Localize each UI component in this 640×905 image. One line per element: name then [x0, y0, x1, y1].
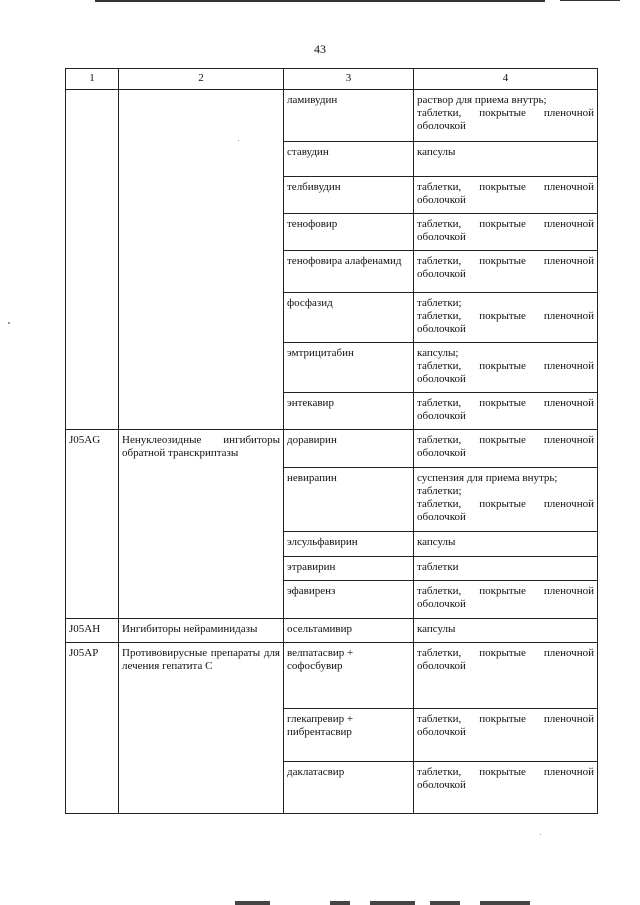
atc-code-cell: J05AH	[66, 619, 119, 643]
dosage-form-cell	[414, 532, 598, 557]
dosage-form-line: таблетки, покрытые пленочной оболочкой	[417, 310, 594, 335]
dosage-form-line: таблетки, покрытые пленочной оболочкой	[417, 255, 594, 280]
dosage-form-cell	[414, 643, 598, 709]
table-header-row	[66, 69, 598, 90]
drug-name-cell: невирапин	[284, 468, 414, 532]
drug-name-cell: эмтрицитабин	[284, 343, 414, 393]
table-row	[66, 643, 598, 709]
dosage-form-line: капсулы;	[417, 347, 459, 359]
drug-name-cell: элсульфавирин	[284, 532, 414, 557]
dosage-form-line: таблетки, покрытые пленочной оболочкой	[417, 434, 594, 459]
bottom-scan-mark	[430, 901, 460, 905]
column-header-3: 3	[284, 69, 414, 90]
drug-name-cell: этравирин	[284, 557, 414, 581]
drug-name-cell: осельтамивир	[284, 619, 414, 643]
bottom-scan-mark	[480, 901, 530, 905]
dosage-form-line: таблетки, покрытые пленочной оболочкой	[417, 218, 594, 243]
dosage-form-line: таблетки, покрытые пленочной оболочкой	[417, 498, 594, 523]
drug-name-cell: телбивудин	[284, 177, 414, 214]
table-row	[66, 430, 598, 468]
drug-name-cell: ламивудин	[284, 90, 414, 142]
pharmacological-group-cell: Ингибиторы нейраминидазы	[119, 619, 284, 643]
table-row	[66, 619, 598, 643]
scan-speck	[238, 140, 239, 141]
dosage-form-line: капсулы	[417, 536, 456, 548]
pharmacological-group-cell: Ненуклеозидные ингибиторы обратной транскриптазы	[119, 430, 284, 619]
drug-name-cell: тенофовира алафенамид	[284, 251, 414, 293]
dosage-form-cell	[414, 557, 598, 581]
dosage-form-cell	[414, 709, 598, 762]
dosage-form-line: таблетки, покрытые пленочной оболочкой	[417, 360, 594, 385]
dosage-form-cell	[414, 762, 598, 814]
drug-name-cell: ставудин	[284, 142, 414, 177]
table-row	[66, 90, 598, 142]
dosage-form-line: раствор для приема внутрь;	[417, 94, 547, 106]
drug-name-cell: велпатасвир + софосбувир	[284, 643, 414, 709]
scan-speck	[540, 834, 541, 835]
dosage-form-line: таблетки	[417, 561, 459, 573]
top-scan-rule-right	[560, 0, 620, 1]
dosage-form-line: таблетки, покрытые пленочной оболочкой	[417, 107, 594, 132]
column-header-1: 1	[66, 69, 119, 90]
column-header-4: 4	[414, 69, 598, 90]
table-body	[66, 90, 598, 814]
dosage-form-cell	[414, 343, 598, 393]
dosage-form-cell	[414, 251, 598, 293]
scan-speck	[8, 322, 10, 324]
dosage-form-line: таблетки, покрытые пленочной оболочкой	[417, 585, 594, 610]
drug-table	[65, 68, 598, 814]
drug-name-cell: эфавиренз	[284, 581, 414, 619]
dosage-form-line: суспензия для приема внутрь;	[417, 472, 558, 484]
page-number: 43	[314, 42, 326, 56]
bottom-scan-mark	[235, 901, 270, 905]
dosage-form-cell	[414, 177, 598, 214]
top-scan-rule	[95, 0, 545, 2]
atc-code-cell: J05AP	[66, 643, 119, 814]
dosage-form-line: таблетки, покрытые пленочной оболочкой	[417, 397, 594, 422]
drug-name-cell: глекапревир + пибрентасвир	[284, 709, 414, 762]
dosage-form-cell	[414, 393, 598, 430]
dosage-form-cell	[414, 468, 598, 532]
dosage-form-cell	[414, 214, 598, 251]
atc-code-cell: J05AG	[66, 430, 119, 619]
drug-name-cell: фосфазид	[284, 293, 414, 343]
dosage-form-cell	[414, 142, 598, 177]
dosage-form-line: таблетки;	[417, 485, 462, 497]
drug-name-cell: доравирин	[284, 430, 414, 468]
dosage-form-cell	[414, 619, 598, 643]
dosage-form-cell	[414, 90, 598, 142]
dosage-form-cell	[414, 581, 598, 619]
dosage-form-line: таблетки, покрытые пленочной оболочкой	[417, 181, 594, 206]
bottom-scan-mark	[370, 901, 415, 905]
dosage-form-line: капсулы	[417, 146, 456, 158]
drug-name-cell: энтекавир	[284, 393, 414, 430]
dosage-form-cell	[414, 293, 598, 343]
dosage-form-line: таблетки, покрытые пленочной оболочкой	[417, 647, 594, 672]
drug-name-cell: тенофовир	[284, 214, 414, 251]
dosage-form-cell	[414, 430, 598, 468]
atc-code-cell	[66, 90, 119, 430]
dosage-form-line: капсулы	[417, 623, 456, 635]
drug-name-cell: даклатасвир	[284, 762, 414, 814]
pharmacological-group-cell: Противовирусные препараты для лечения гепатита С	[119, 643, 284, 814]
dosage-form-line: таблетки, покрытые пленочной оболочкой	[417, 713, 594, 738]
column-header-2: 2	[119, 69, 284, 90]
dosage-form-line: таблетки;	[417, 297, 462, 309]
bottom-scan-mark	[330, 901, 350, 905]
pharmacological-group-cell	[119, 90, 284, 430]
dosage-form-line: таблетки, покрытые пленочной оболочкой	[417, 766, 594, 791]
